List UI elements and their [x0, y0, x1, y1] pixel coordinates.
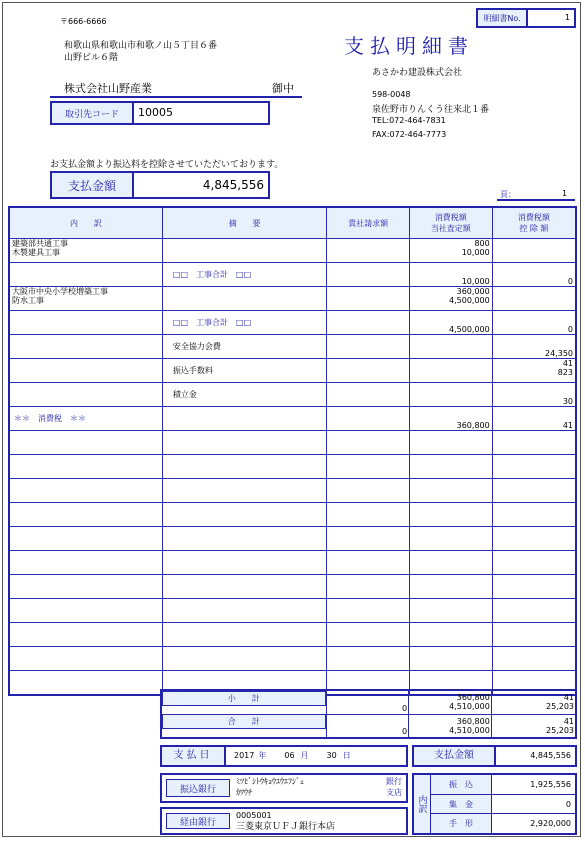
row-claim — [327, 407, 410, 431]
pay-date-day-unit: 日 — [342, 751, 351, 760]
subtotal-row — [161, 690, 576, 714]
total-claim: 0 — [326, 714, 409, 738]
row-assessed — [409, 503, 492, 527]
row-deduction — [492, 551, 576, 575]
row-deduction — [492, 527, 576, 551]
row-deduction: 0 — [492, 311, 576, 335]
row-breakdown — [9, 623, 162, 647]
row-claim — [327, 599, 410, 623]
row-assessed — [409, 479, 492, 503]
table-row — [9, 527, 576, 551]
row-breakdown — [9, 671, 162, 696]
row-summary — [162, 455, 326, 479]
row-assessed — [409, 527, 492, 551]
row-breakdown — [9, 383, 162, 407]
doc-no-box — [476, 8, 576, 28]
breakdown-item — [431, 775, 575, 795]
row-breakdown: 建築部共通工事 木製建具工事 — [9, 239, 162, 263]
recipient-address2: 山野ビル６階 — [64, 53, 119, 63]
row-breakdown: 大阪市中央小学校増築工事 防水工事 — [9, 287, 162, 311]
row-summary — [162, 527, 326, 551]
issuer-company: あさかわ建設株式会社 — [372, 68, 463, 78]
breakdown-item-value: 0 — [565, 799, 571, 809]
recipient-postal: 〒666-6666 — [60, 17, 107, 26]
subtotal-assessed: 360,800 4,510,000 — [409, 690, 492, 714]
row-deduction: 41 823 — [492, 359, 576, 383]
breakdown-label: 内訳 — [414, 775, 431, 833]
table-row — [9, 383, 576, 407]
row-deduction — [492, 647, 576, 671]
issuer-postal: 598-0048 — [372, 90, 411, 99]
subtotal-label: 小 計 — [162, 691, 326, 706]
notice-text: お支払金額より振込料を控除させていただいております。 — [50, 160, 284, 170]
row-breakdown — [9, 527, 162, 551]
row-assessed: 360,800 — [409, 407, 492, 431]
row-assessed — [409, 431, 492, 455]
table-row — [9, 455, 576, 479]
row-claim — [327, 431, 410, 455]
breakdown-item-label: 手 形 — [431, 814, 492, 833]
row-deduction — [492, 623, 576, 647]
breakdown-item-label: 振 込 — [431, 775, 492, 794]
row-assessed — [409, 647, 492, 671]
recipient-company: 株式会社山野産業 — [64, 82, 152, 95]
row-deduction: 30 — [492, 383, 576, 407]
row-summary — [162, 287, 326, 311]
row-summary: 安全協力会費 — [162, 335, 326, 359]
row-deduction: 24,350 — [492, 335, 576, 359]
row-claim — [327, 311, 410, 335]
header-deduction-text: 消費税額 控 除 額 — [517, 213, 550, 233]
row-assessed — [409, 599, 492, 623]
row-deduction — [492, 287, 576, 311]
pay-amount-box — [50, 171, 270, 199]
row-summary — [162, 479, 326, 503]
row-assessed — [409, 551, 492, 575]
doc-no-value: 1 — [564, 13, 570, 22]
breakdown-item — [431, 795, 575, 815]
header-summary: 摘 要 — [162, 207, 326, 239]
row-claim — [327, 287, 410, 311]
pay-total-label: 支払金額 — [414, 747, 496, 765]
row-deduction — [492, 599, 576, 623]
client-code-box — [50, 101, 270, 125]
client-code-label: 取引先コード — [52, 103, 134, 123]
row-claim — [327, 335, 410, 359]
row-breakdown — [9, 335, 162, 359]
row-breakdown: ＊＊ 消費税 ＊＊ — [9, 407, 162, 431]
recipient-address1: 和歌山県和歌山市和歌ノ山５丁目６番 — [64, 41, 218, 51]
row-assessed: 10,000 — [409, 263, 492, 287]
page-title: 支払明細書 — [344, 34, 474, 58]
row-assessed: 800 10,000 — [409, 239, 492, 263]
header-claim: 貴社請求額 — [327, 207, 410, 239]
row-claim — [327, 383, 410, 407]
pay-date-box — [160, 745, 408, 767]
pay-date-year: 2017 — [234, 751, 255, 760]
row-breakdown — [9, 599, 162, 623]
header-assessed-text: 消費税額 当社査定額 — [430, 213, 471, 233]
row-claim — [327, 575, 410, 599]
pay-amount-label: 支払金額 — [52, 173, 134, 197]
bank-label: 振込銀行 — [166, 779, 230, 797]
header-deduction — [492, 207, 576, 239]
row-claim — [327, 359, 410, 383]
row-assessed — [409, 335, 492, 359]
pay-date-month: 06 — [284, 751, 295, 760]
table-row — [9, 239, 576, 263]
via-bank-code: 0005001 — [236, 811, 272, 820]
pay-date-year-unit: 年 — [258, 751, 267, 760]
client-code-value: 10005 — [138, 106, 173, 119]
row-claim — [327, 647, 410, 671]
pay-date-label: 支払日 — [162, 747, 226, 765]
row-summary: 振込手数料 — [162, 359, 326, 383]
row-claim — [327, 551, 410, 575]
pay-total-box — [412, 745, 577, 767]
breakdown-item-label: 集 金 — [431, 795, 492, 814]
via-bank-box — [160, 807, 408, 835]
pay-amount-value: 4,845,556 — [202, 178, 264, 192]
header-assessed — [409, 207, 492, 239]
table-row — [9, 263, 576, 287]
row-breakdown — [9, 647, 162, 671]
table-row — [9, 479, 576, 503]
row-assessed: 4,500,000 — [409, 311, 492, 335]
summary-table — [160, 689, 577, 739]
table-row — [9, 551, 576, 575]
row-assessed — [409, 359, 492, 383]
row-summary — [162, 575, 326, 599]
row-claim — [327, 263, 410, 287]
table-row — [9, 623, 576, 647]
row-deduction — [492, 455, 576, 479]
breakdown-item-value: 2,920,000 — [530, 819, 571, 829]
table-row — [9, 287, 576, 311]
row-assessed — [409, 383, 492, 407]
row-breakdown — [9, 359, 162, 383]
row-deduction: 0 — [492, 263, 576, 287]
bank-detail — [234, 775, 406, 801]
row-claim — [327, 527, 410, 551]
row-assessed: 360,000 4,500,000 — [409, 287, 492, 311]
breakdown-box — [412, 773, 577, 835]
header-breakdown: 内 訳 — [9, 207, 162, 239]
bank-box — [160, 773, 408, 803]
row-breakdown — [9, 479, 162, 503]
row-deduction — [492, 479, 576, 503]
issuer-address: 泉佐野市りんくう往来北１番 — [372, 105, 490, 115]
row-deduction — [492, 239, 576, 263]
table-row — [9, 575, 576, 599]
row-breakdown — [9, 431, 162, 455]
row-deduction: 41 — [492, 407, 576, 431]
total-deduction: 41 25,203 — [491, 714, 576, 738]
doc-no-label: 明細書No. — [478, 10, 528, 26]
breakdown-item-value: 1,925,556 — [530, 779, 571, 789]
row-summary — [162, 623, 326, 647]
breakdown-item — [431, 814, 575, 833]
row-breakdown — [9, 455, 162, 479]
total-row — [161, 714, 576, 738]
page-label: 頁： — [500, 190, 516, 199]
table-row — [9, 503, 576, 527]
table-row — [9, 407, 576, 431]
row-breakdown — [9, 575, 162, 599]
pay-date-day: 30 — [326, 751, 337, 760]
row-breakdown — [9, 551, 162, 575]
recipient-underline — [50, 96, 302, 98]
issuer-fax: FAX:072-464-7773 — [372, 130, 447, 139]
row-claim — [327, 479, 410, 503]
row-summary — [162, 647, 326, 671]
table-row — [9, 335, 576, 359]
row-summary — [162, 431, 326, 455]
table-row — [9, 311, 576, 335]
total-label: 合 計 — [162, 714, 326, 729]
pay-total-value: 4,845,556 — [530, 751, 571, 760]
table-row — [9, 599, 576, 623]
detail-header-row — [9, 207, 576, 239]
row-assessed — [409, 623, 492, 647]
breakdown-list — [431, 775, 575, 833]
via-bank-detail — [234, 809, 406, 833]
row-summary — [162, 551, 326, 575]
row-summary: 積立金 — [162, 383, 326, 407]
recipient-honorific: 御中 — [272, 82, 294, 95]
row-assessed — [409, 575, 492, 599]
detail-table — [8, 206, 577, 696]
row-breakdown — [9, 503, 162, 527]
row-summary — [162, 599, 326, 623]
row-deduction — [492, 431, 576, 455]
via-bank-label: 経由銀行 — [166, 813, 230, 829]
row-summary: □□ 工事合計 □□ — [162, 311, 326, 335]
row-breakdown — [9, 263, 162, 287]
row-claim — [327, 503, 410, 527]
table-row — [9, 431, 576, 455]
row-summary — [162, 503, 326, 527]
bank-word: 銀行 — [386, 777, 402, 786]
pay-date-month-unit: 月 — [300, 751, 309, 760]
row-deduction — [492, 503, 576, 527]
table-row — [9, 647, 576, 671]
table-row — [9, 359, 576, 383]
row-summary: □□ 工事合計 □□ — [162, 263, 326, 287]
branch-word: 支店 — [386, 788, 402, 797]
bank-name: ﾐﾂﾋﾞｼﾄｳｷｮｳﾕｳｴﾌｼﾞｪ — [236, 777, 304, 786]
via-bank-name: 三菱東京ＵＦＪ銀行本店 — [236, 822, 336, 832]
row-claim — [327, 455, 410, 479]
row-breakdown — [9, 311, 162, 335]
row-claim — [327, 239, 410, 263]
row-summary — [162, 407, 326, 431]
row-claim — [327, 623, 410, 647]
subtotal-claim: 0 — [326, 690, 409, 714]
subtotal-deduction: 41 25,203 — [491, 690, 576, 714]
total-assessed: 360,800 4,510,000 — [409, 714, 492, 738]
page-underline — [497, 199, 575, 201]
row-summary — [162, 239, 326, 263]
page-number: 1 — [562, 189, 568, 198]
row-assessed — [409, 455, 492, 479]
row-deduction — [492, 575, 576, 599]
issuer-tel: TEL:072-464-7831 — [372, 116, 446, 125]
bank-branch: ｶﾜｳﾁ — [236, 788, 252, 797]
